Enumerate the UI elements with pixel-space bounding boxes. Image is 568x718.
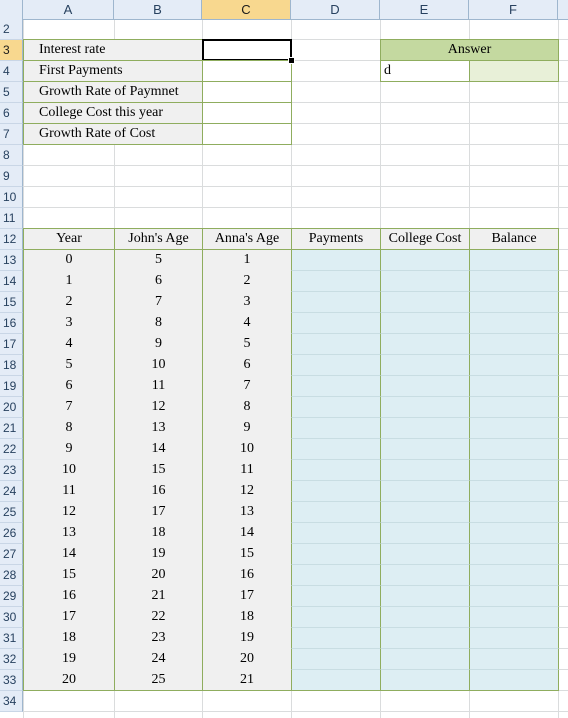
table-cell: 12: [23, 502, 115, 523]
table-cell: 10: [202, 439, 292, 460]
table-cell: 13: [23, 523, 115, 544]
table-cell: 9: [114, 334, 203, 355]
gridline-horizontal: [23, 186, 568, 187]
table-cell: 13: [202, 502, 292, 523]
table-input-cell[interactable]: [380, 481, 470, 502]
input-label: Growth Rate of Paymnet: [23, 81, 203, 103]
row-header-9[interactable]: 9: [0, 166, 23, 187]
table-cell: 13: [114, 418, 203, 439]
table-cell: 19: [202, 628, 292, 649]
table-cell: 11: [23, 481, 115, 502]
table-input-cell[interactable]: [469, 250, 559, 271]
row-header-12[interactable]: 12: [0, 229, 23, 250]
row-header-6[interactable]: 6: [0, 103, 23, 124]
table-input-cell[interactable]: [380, 544, 470, 565]
select-all-corner[interactable]: [0, 0, 23, 19]
table-input-cell[interactable]: [469, 628, 559, 649]
table-input-cell[interactable]: [380, 670, 470, 691]
row-header-29[interactable]: 29: [0, 586, 23, 607]
row-header-10[interactable]: 10: [0, 187, 23, 208]
fill-handle[interactable]: [288, 57, 295, 64]
column-header-d[interactable]: D: [291, 0, 380, 19]
answer-cell-f4[interactable]: [469, 60, 559, 82]
column-header-bar: [0, 0, 568, 20]
table-cell: 8: [114, 313, 203, 334]
row-header-27[interactable]: 27: [0, 544, 23, 565]
row-header-20[interactable]: 20: [0, 397, 23, 418]
table-input-cell[interactable]: [291, 313, 381, 334]
table-input-cell[interactable]: [291, 628, 381, 649]
table-cell: 15: [114, 460, 203, 481]
table-input-cell[interactable]: [291, 607, 381, 628]
input-label: First Payments: [23, 60, 203, 82]
table-input-cell[interactable]: [291, 670, 381, 691]
table-cell: 2: [23, 292, 115, 313]
table-cell: 6: [23, 376, 115, 397]
table-cell: 3: [23, 313, 115, 334]
table-cell: 19: [114, 544, 203, 565]
table-input-cell[interactable]: [380, 418, 470, 439]
table-cell: 6: [202, 355, 292, 376]
input-value-cell[interactable]: [202, 39, 292, 61]
table-header: College Cost: [380, 228, 470, 250]
table-input-cell[interactable]: [469, 418, 559, 439]
row-header-13[interactable]: 13: [0, 250, 23, 271]
table-cell: 5: [114, 250, 203, 271]
gridline-horizontal: [23, 711, 568, 712]
table-cell: 16: [114, 481, 203, 502]
table-cell: 22: [114, 607, 203, 628]
row-header-17[interactable]: 17: [0, 334, 23, 355]
gridline-horizontal: [23, 165, 568, 166]
table-input-cell[interactable]: [469, 313, 559, 334]
table-cell: 17: [23, 607, 115, 628]
answer-header: Answer: [380, 39, 559, 61]
table-input-cell[interactable]: [380, 376, 470, 397]
table-cell: 9: [202, 418, 292, 439]
table-cell: 23: [114, 628, 203, 649]
table-cell: 3: [202, 292, 292, 313]
table-cell: 5: [23, 355, 115, 376]
table-input-cell[interactable]: [291, 460, 381, 481]
table-cell: 0: [23, 250, 115, 271]
table-input-cell[interactable]: [380, 334, 470, 355]
table-cell: 12: [114, 397, 203, 418]
table-cell: 24: [114, 649, 203, 670]
table-cell: 18: [202, 607, 292, 628]
table-input-cell[interactable]: [469, 460, 559, 481]
table-cell: 18: [114, 523, 203, 544]
table-input-cell[interactable]: [291, 586, 381, 607]
table-input-cell[interactable]: [380, 271, 470, 292]
row-header-26[interactable]: 26: [0, 523, 23, 544]
table-header: Anna's Age: [202, 228, 292, 250]
row-header-3[interactable]: 3: [0, 40, 23, 61]
table-input-cell[interactable]: [380, 313, 470, 334]
table-input-cell[interactable]: [469, 607, 559, 628]
table-input-cell[interactable]: [380, 397, 470, 418]
row-header-16[interactable]: 16: [0, 313, 23, 334]
row-header-15[interactable]: 15: [0, 292, 23, 313]
table-input-cell[interactable]: [291, 250, 381, 271]
table-input-cell[interactable]: [291, 397, 381, 418]
table-cell: 17: [114, 502, 203, 523]
table-input-cell[interactable]: [469, 397, 559, 418]
table-cell: 14: [23, 544, 115, 565]
row-header-30[interactable]: 30: [0, 607, 23, 628]
table-cell: 14: [202, 523, 292, 544]
table-input-cell[interactable]: [469, 481, 559, 502]
table-input-cell[interactable]: [380, 649, 470, 670]
table-input-cell[interactable]: [291, 544, 381, 565]
table-cell: 4: [23, 334, 115, 355]
table-cell: 8: [202, 397, 292, 418]
table-cell: 20: [202, 649, 292, 670]
table-input-cell[interactable]: [469, 565, 559, 586]
table-cell: 16: [202, 565, 292, 586]
table-input-cell[interactable]: [380, 586, 470, 607]
column-header-a[interactable]: A: [23, 0, 114, 19]
table-header: Year: [23, 228, 115, 250]
input-value-cell[interactable]: [202, 60, 292, 82]
row-header-14[interactable]: 14: [0, 271, 23, 292]
row-header-5[interactable]: 5: [0, 82, 23, 103]
input-label: Growth Rate of Cost: [23, 123, 203, 145]
table-input-cell[interactable]: [291, 649, 381, 670]
table-input-cell[interactable]: [469, 355, 559, 376]
row-header-4[interactable]: 4: [0, 61, 23, 82]
table-input-cell[interactable]: [469, 544, 559, 565]
row-header-21[interactable]: 21: [0, 418, 23, 439]
table-cell: 16: [23, 586, 115, 607]
table-input-cell[interactable]: [380, 439, 470, 460]
table-cell: 11: [202, 460, 292, 481]
table-cell: 10: [114, 355, 203, 376]
gridline-horizontal: [23, 207, 568, 208]
table-input-cell[interactable]: [469, 502, 559, 523]
table-input-cell[interactable]: [291, 523, 381, 544]
table-cell: 17: [202, 586, 292, 607]
table-header: John's Age: [114, 228, 203, 250]
table-cell: 7: [202, 376, 292, 397]
table-cell: 20: [114, 565, 203, 586]
table-cell: 12: [202, 481, 292, 502]
table-input-cell[interactable]: [380, 607, 470, 628]
table-cell: 18: [23, 628, 115, 649]
row-header-32[interactable]: 32: [0, 649, 23, 670]
row-header-18[interactable]: 18: [0, 355, 23, 376]
column-header-e[interactable]: E: [380, 0, 469, 19]
column-header-c[interactable]: C: [202, 0, 291, 19]
table-cell: 5: [202, 334, 292, 355]
row-header-11[interactable]: 11: [0, 208, 23, 229]
table-input-cell[interactable]: [380, 460, 470, 481]
table-input-cell[interactable]: [380, 565, 470, 586]
table-cell: 19: [23, 649, 115, 670]
table-input-cell[interactable]: [380, 628, 470, 649]
table-input-cell[interactable]: [380, 292, 470, 313]
table-input-cell[interactable]: [291, 271, 381, 292]
column-header-filler: [558, 0, 568, 19]
table-cell: 15: [23, 565, 115, 586]
table-input-cell[interactable]: [469, 586, 559, 607]
table-input-cell[interactable]: [469, 523, 559, 544]
table-cell: 15: [202, 544, 292, 565]
row-header-7[interactable]: 7: [0, 124, 23, 145]
row-header-23[interactable]: 23: [0, 460, 23, 481]
table-input-cell[interactable]: [291, 439, 381, 460]
input-value-cell[interactable]: [202, 123, 292, 145]
table-cell: 6: [114, 271, 203, 292]
table-cell: 11: [114, 376, 203, 397]
table-header: Payments: [291, 228, 381, 250]
column-header-b[interactable]: B: [114, 0, 202, 19]
table-input-cell[interactable]: [469, 271, 559, 292]
row-header-8[interactable]: 8: [0, 145, 23, 166]
table-input-cell[interactable]: [469, 670, 559, 691]
table-input-cell[interactable]: [469, 292, 559, 313]
table-input-cell[interactable]: [291, 565, 381, 586]
table-input-cell[interactable]: [469, 649, 559, 670]
table-input-cell[interactable]: [380, 502, 470, 523]
table-cell: 14: [114, 439, 203, 460]
input-label: College Cost this year: [23, 102, 203, 124]
input-value-cell[interactable]: [202, 81, 292, 103]
table-input-cell[interactable]: [291, 502, 381, 523]
row-header-25[interactable]: 25: [0, 502, 23, 523]
table-input-cell[interactable]: [291, 376, 381, 397]
table-input-cell[interactable]: [291, 292, 381, 313]
table-input-cell[interactable]: [291, 418, 381, 439]
table-input-cell[interactable]: [291, 334, 381, 355]
row-header-28[interactable]: 28: [0, 565, 23, 586]
table-cell: 20: [23, 670, 115, 691]
answer-cell-e4[interactable]: d: [380, 60, 470, 82]
row-header-2[interactable]: 2: [0, 19, 23, 40]
input-label: Interest rate: [23, 39, 203, 61]
table-cell: 4: [202, 313, 292, 334]
table-input-cell[interactable]: [380, 250, 470, 271]
table-cell: 10: [23, 460, 115, 481]
table-input-cell[interactable]: [380, 355, 470, 376]
column-header-f[interactable]: F: [469, 0, 558, 19]
table-cell: 7: [23, 397, 115, 418]
table-cell: 25: [114, 670, 203, 691]
table-input-cell[interactable]: [469, 376, 559, 397]
row-header-19[interactable]: 19: [0, 376, 23, 397]
input-value-cell[interactable]: [202, 102, 292, 124]
table-cell: 21: [114, 586, 203, 607]
table-input-cell[interactable]: [291, 481, 381, 502]
table-cell: 2: [202, 271, 292, 292]
table-input-cell[interactable]: [469, 439, 559, 460]
table-cell: 21: [202, 670, 292, 691]
row-header-24[interactable]: 24: [0, 481, 23, 502]
table-cell: 7: [114, 292, 203, 313]
row-header-33[interactable]: 33: [0, 670, 23, 691]
table-input-cell[interactable]: [291, 355, 381, 376]
row-header-34[interactable]: 34: [0, 691, 23, 712]
row-header-22[interactable]: 22: [0, 439, 23, 460]
table-input-cell[interactable]: [469, 334, 559, 355]
table-cell: 9: [23, 439, 115, 460]
table-input-cell[interactable]: [380, 523, 470, 544]
row-header-31[interactable]: 31: [0, 628, 23, 649]
table-cell: 8: [23, 418, 115, 439]
table-header: Balance: [469, 228, 559, 250]
table-cell: 1: [23, 271, 115, 292]
table-cell: 1: [202, 250, 292, 271]
